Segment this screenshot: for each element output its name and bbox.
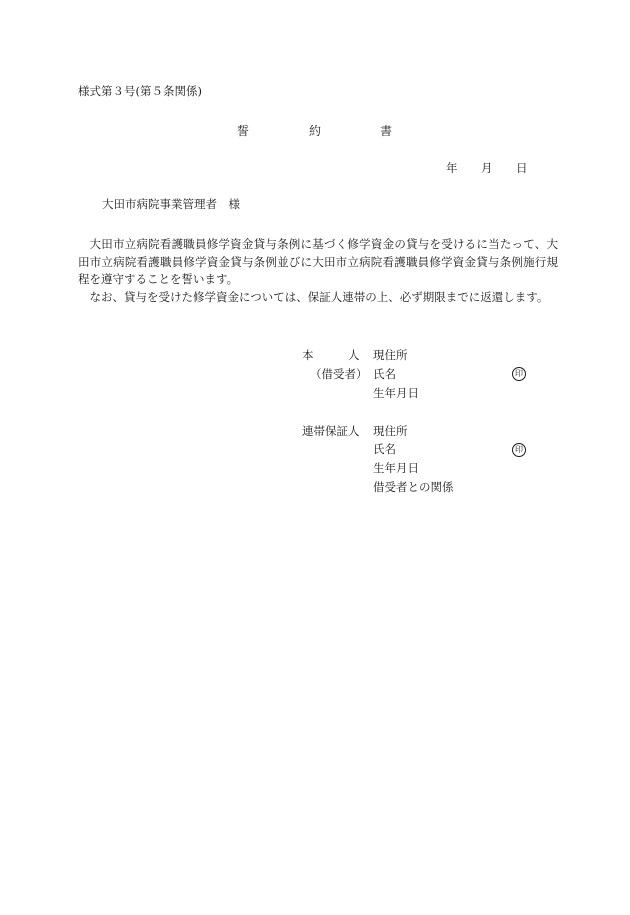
pledge-paragraph-1: 大田市立病院看護職員修学資金貸与条例に基づく修学資金の貸与を受けるに当たって、大田市立病院看護職員修学資金貸与条例並びに大田市立病院看護職員修学資金貸与条例施行規程を遵守することを誓います。 xyxy=(78,237,558,286)
guarantor-name-label: 氏名 xyxy=(373,442,396,456)
principal-sublabel: （借受者） xyxy=(310,367,368,381)
title-char-3: 書 xyxy=(380,124,393,138)
principal-address-label: 現住所 xyxy=(373,348,408,362)
pledge-paragraph-2: なお、貸与を受けた修学資金については、保証人連帯の上、必ず期限までに返還します。 xyxy=(89,289,549,304)
date-year-label: 年 xyxy=(446,161,458,175)
title-char-2: 約 xyxy=(309,124,322,138)
pledge-body xyxy=(78,236,558,306)
principal-seal-icon: 印 xyxy=(512,367,526,381)
date-month-label: 月 xyxy=(481,161,493,175)
guarantor-address-label: 現住所 xyxy=(373,424,408,438)
addressee: 大田市病院事業管理者 様 xyxy=(102,197,240,211)
guarantor-label: 連帯保証人 xyxy=(302,424,360,438)
principal-birthdate-label: 生年月日 xyxy=(373,386,419,400)
principal-name-label: 氏名 xyxy=(373,367,396,381)
form-number: 様式第３号(第５条関係) xyxy=(78,84,202,98)
date-day-label: 日 xyxy=(516,161,528,175)
principal-label: 本 人 xyxy=(302,348,360,362)
guarantor-seal-icon: 印 xyxy=(512,443,526,457)
guarantor-relation-label: 借受者との関係 xyxy=(373,480,454,494)
title-char-1: 誓 xyxy=(237,124,250,138)
guarantor-birthdate-label: 生年月日 xyxy=(373,461,419,475)
